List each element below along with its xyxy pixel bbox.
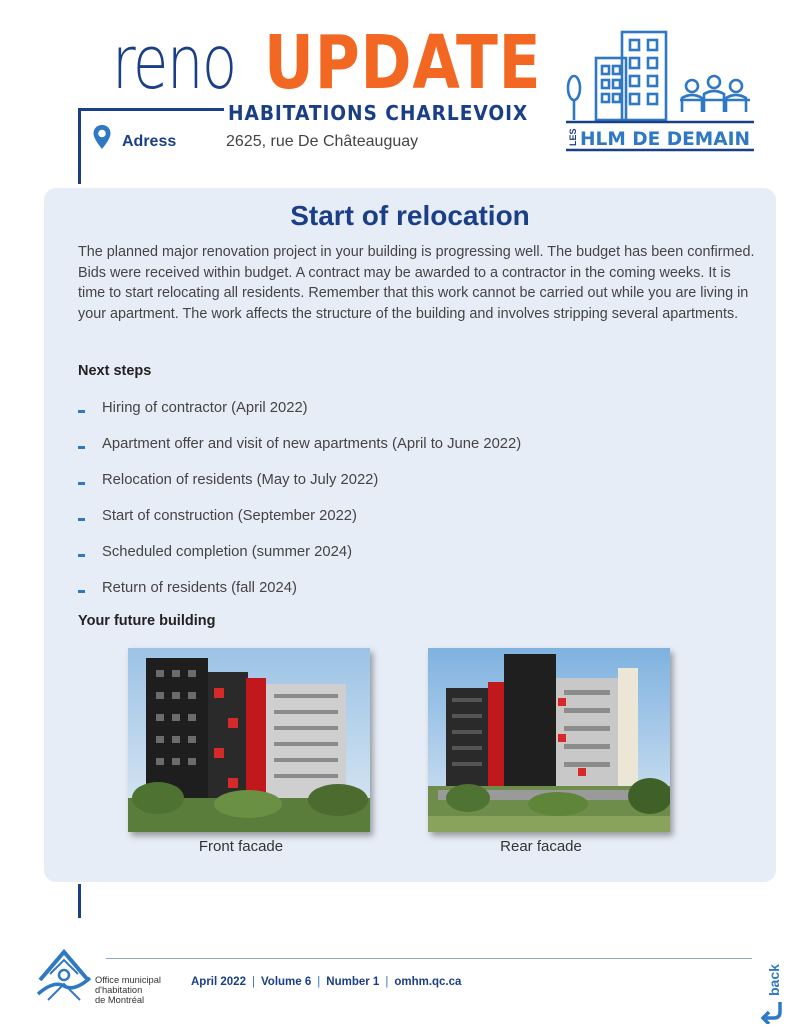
- hlm-de-demain-logo: [564, 28, 756, 156]
- back-button[interactable]: [756, 962, 790, 1028]
- front-facade-caption: Front facade: [198, 838, 284, 855]
- step-text: Hiring of contractor (April 2022): [102, 400, 308, 416]
- logo-les-text: LES: [568, 128, 578, 146]
- step-text: Scheduled completion (summer 2024): [102, 544, 353, 560]
- next-steps-heading: Next steps: [78, 363, 152, 379]
- issue-number: Number 1: [326, 976, 380, 988]
- org-line-1: Office municipal: [95, 975, 161, 985]
- dash-bullet-icon: [78, 554, 85, 557]
- separator: |: [317, 976, 321, 988]
- list-item: [78, 576, 521, 612]
- step-text: Start of construction (September 2022): [102, 508, 357, 524]
- article-intro: The planned major renovation project in your building is progressing well. The budget has been confirmed. Bids were received within budget. A contract may be awarded to a contractor in the coming weeks. It is time to start relocating all residents. Remember that this work cannot be carried out while you are living in your apartment. The work affects the structure of the building and involves stripping several apartments.: [78, 244, 755, 322]
- org-line-2: d'habitation: [95, 985, 143, 995]
- brand-update: UPDATE: [264, 20, 542, 106]
- separator: |: [385, 976, 389, 988]
- dash-bullet-icon: [78, 446, 85, 449]
- brand-reno: reno: [112, 20, 236, 106]
- list-item: [78, 396, 521, 432]
- article-panel: [44, 188, 776, 882]
- list-item: [78, 468, 521, 504]
- front-facade-image: [128, 648, 370, 832]
- list-item: [78, 540, 521, 576]
- omhm-logo-icon: [34, 944, 94, 1004]
- dash-bullet-icon: [78, 482, 85, 485]
- footer-divider: [106, 958, 752, 959]
- location-pin-icon: [92, 124, 112, 150]
- renoupdate-wordmark: [112, 20, 542, 106]
- dash-bullet-icon: [78, 590, 85, 593]
- lower-rule-vertical: [78, 884, 81, 918]
- omhm-org-name: [95, 975, 185, 1005]
- back-label: back: [766, 964, 782, 996]
- list-item: [78, 504, 521, 540]
- website-link[interactable]: omhm.qc.ca: [394, 976, 462, 988]
- issue-date: April 2022: [191, 976, 246, 988]
- list-item: [78, 432, 521, 468]
- org-line-3: de Montréal: [95, 995, 145, 1005]
- rear-facade-caption: Rear facade: [500, 838, 582, 855]
- article-title: Start of relocation: [290, 200, 530, 231]
- address-label: Adress: [122, 133, 177, 150]
- next-steps-list: [78, 396, 521, 612]
- step-text: Relocation of residents (May to July 2022): [102, 472, 379, 488]
- building-name: HABITATIONS CHARLEVOIX: [228, 101, 529, 125]
- header-rule-horizontal: [78, 108, 224, 111]
- logo-main-text: HLM DE DEMAIN: [580, 128, 750, 150]
- issue-volume: Volume 6: [260, 976, 312, 988]
- address-value: 2625, rue De Châteauguay: [226, 133, 419, 150]
- issue-info: [191, 976, 461, 988]
- header-rule-vertical: [78, 108, 81, 184]
- rear-facade-image: [428, 648, 670, 832]
- dash-bullet-icon: [78, 410, 85, 413]
- separator: |: [251, 976, 255, 988]
- step-text: Return of residents (fall 2024): [102, 580, 297, 596]
- future-building-heading: Your future building: [78, 613, 216, 629]
- back-arrow-icon: [760, 1000, 786, 1024]
- dash-bullet-icon: [78, 518, 85, 521]
- step-text: Apartment offer and visit of new apartments (April to June 2022): [102, 436, 522, 452]
